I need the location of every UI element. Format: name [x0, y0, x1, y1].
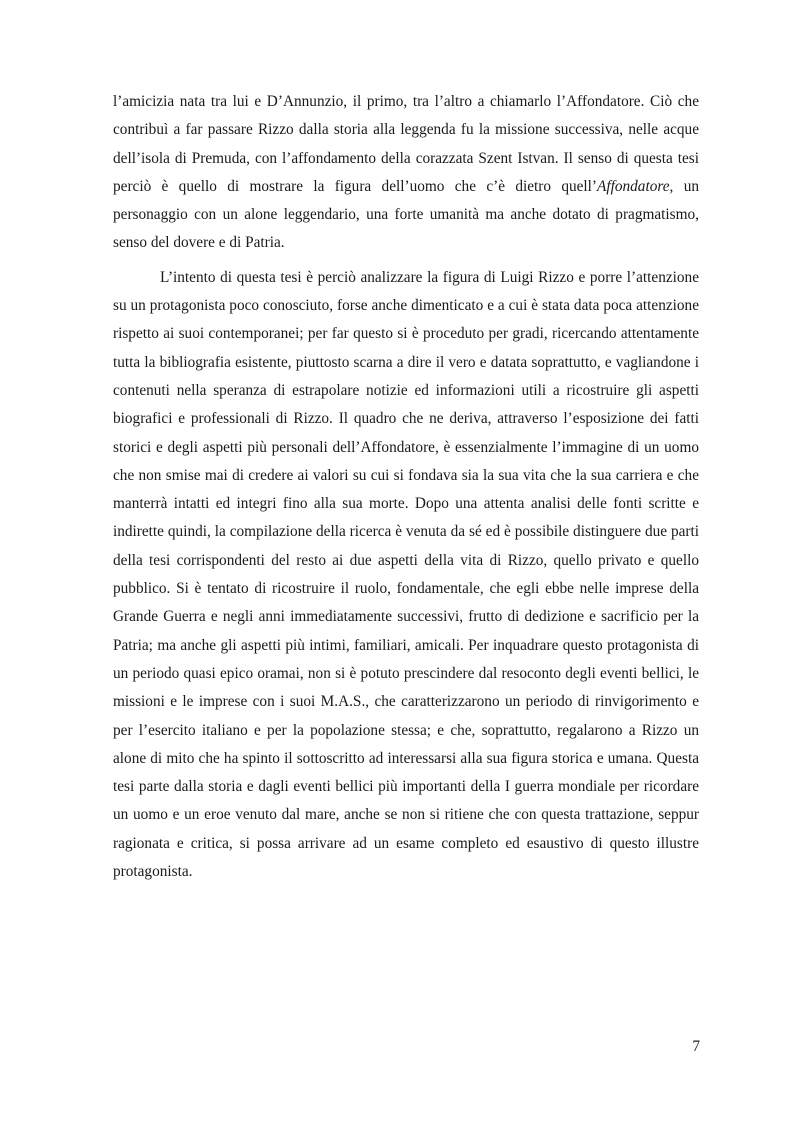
- paragraph-2: L’intento di questa tesi è perciò analizzare la figura di Luigi Rizzo e porre l’attenzione su un protagonista poco conosciuto, forse anche dimenticato e a cui è stata data poca attenzione rispetto ai suoi contemporanei; per far questo si è proceduto per gradi, ricercando attentamente tutta la bibliografia esistente, piuttosto scarna a dire il vero e datata soprattutto, e vagliandone i contenuti nella speranza di estrapolare notizie ed informazioni utili a ricostruire gli aspetti biografici e professionali di Rizzo. Il quadro che ne deriva, attraverso l’esposizione dei fatti storici e degli aspetti più personali dell’Affondatore, è essenzialmente l’immagine di un uomo che non smise mai di credere ai valori su cui si fondava sia la sua vita che la sua carriera e che manterrà intatti ed integri fino alla sua morte. Dopo una attenta analisi delle fonti scritte e indirette quindi, la compilazione della ricerca è venuta da sé ed è possibile distinguere due parti della tesi corrispondenti del resto ai due aspetti della vita di Rizzo, quello privato e quello pubblico. Si è tentato di ricostruire il ruolo, fondamentale, che egli ebbe nelle imprese della Grande Guerra e negli anni immediatamente successivi, frutto di dedizione e sacrificio per la Patria; ma anche gli aspetti più intimi, familiari, amicali. Per inquadrare questo protagonista di un periodo quasi epico oramai, non si è potuto prescindere dal resoconto degli eventi bellici, le missioni e le imprese con i suoi M.A.S., che caratterizzarono un periodo di rinvigorimento e per l’esercito italiano e per la popolazione stessa; e che, soprattutto, regalarono a Rizzo un alone di mito che ha spinto il sottoscritto ad interessarsi alla sua figura storica e umana. Questa tesi parte dalla storia e dagli eventi bellici più importanti della I guerra mondiale per ricordare un uomo e un eroe venuto dal mare, anche se non si ritiene che con questa trattazione, seppur ragionata e critica, si possa arrivare ad un esame completo ed esaustivo di questo illustre protagonista.: [113, 268, 699, 881]
- paragraph-1: [113, 88, 699, 258]
- paragraph-1-italic-term: Affondatore: [597, 177, 670, 195]
- paragraph-1-text-end: , un personaggio con un alone leggendario, una forte umanità ma anche dotato di pragmatismo, senso del dovere e di Patria.: [113, 177, 699, 252]
- body-text: [113, 88, 699, 892]
- paragraph-1-text-start: l’amicizia nata tra lui e D’Annunzio, il primo, tra l’altro a chiamarlo l’Affondatore. Ciò che contribuì a far passare Rizzo dalla storia alla leggenda fu la missione successiva, nelle acque dell’isola di Premuda, con l’affondamento della corazzata Szent Istvan. Il senso di questa tesi perciò è quello di mostrare la figura dell’uomo che c’è dietro quell’: [113, 93, 699, 195]
- page-number: 7: [692, 1038, 700, 1055]
